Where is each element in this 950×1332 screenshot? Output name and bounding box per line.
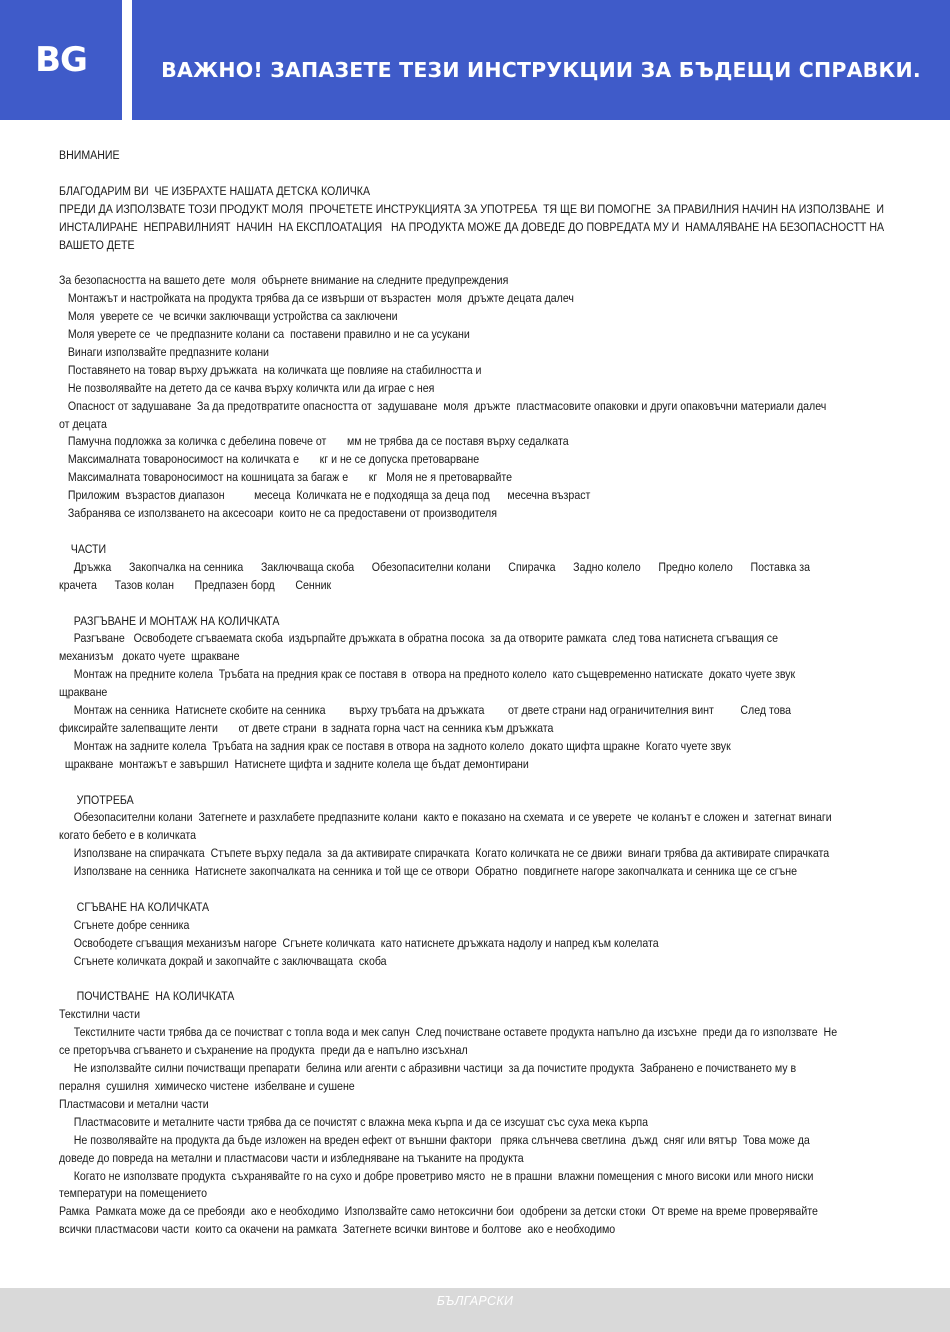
text-line: СГЪВАНЕ НА КОЛИЧКАТА bbox=[59, 899, 210, 914]
text-line: Рамка Рамката може да се пребояди ако е необходимо Използвайте само нетоксични бои одобрени за детски стоки От време на време проверявайте bbox=[59, 1204, 818, 1219]
text-line: Обезопасителни колани Затегнете и разхлабете предпазните колани както е показано на схемата и се уверете че коланът е сложен и затегнат винаги bbox=[59, 810, 832, 825]
text-line: Приложим възрастов диапазон месеца Количката не е подходяща за деца под месечна възраст bbox=[59, 488, 591, 503]
text-line: Текстилните части трябва да се почистват с топла вода и мек сапун След почистване оставете продукта напълно да изсъхне преди да го използвате Не bbox=[59, 1025, 838, 1040]
text-line: Не позволявайте на детето да се качва върху количкта или да играе с нея bbox=[59, 380, 435, 395]
text-line: Монтаж на сенника Натиснете скобите на сенника върху тръбата на дръжката от двете страни над ограничителния винт След това bbox=[59, 703, 792, 718]
text-line: ВНИМАНИЕ bbox=[59, 148, 120, 162]
text-line: Текстилни части bbox=[59, 1007, 141, 1022]
text-line: Монтаж на предните колела Тръбата на предния крак се поставя в отвора на предното колело като същевременно натискате докато чуете звук bbox=[59, 667, 796, 682]
text-line: Максималната товароносимост на количката е кг и не се допуска претоварване bbox=[59, 452, 480, 467]
text-line: когато бебето е в количката bbox=[59, 828, 196, 843]
text-line: Опасност от задушаване За да предотвратите опасността от задушаване моля дръжте пластмасовите опаковки и други опаковъчни материали далеч bbox=[59, 398, 827, 413]
blank-line bbox=[59, 165, 890, 183]
text-line: Моля уверете се че всички заключващи устройства са заключени bbox=[59, 309, 398, 324]
text-line: ИНСТАЛИРАНЕ НЕПРАВИЛНИЯТ НАЧИН НА ЕКСПЛОАТАЦИЯ НА ПРОДУКТА МОЖЕ ДА ДОВЕДЕ ДО ПОВРЕДАТА МУ И НАМАЛЯВАНЕ НА БЕЗОПАСНОСТТ НА bbox=[59, 219, 885, 234]
header-divider bbox=[122, 0, 132, 120]
footer-language-label: БЪЛГАРСКИ bbox=[436, 1294, 514, 1308]
text-line: Сгънете количката докрай и закопчайте с заключващата скоба bbox=[59, 953, 387, 968]
text-line: се преторъчва сгъването и съхранение на продукта преди да е напълно изсъхнал bbox=[59, 1043, 468, 1058]
text-line: Поставянето на товар върху дръжката на количката ще повлияе на стабилността и bbox=[59, 362, 482, 377]
text-line: от децата bbox=[59, 416, 107, 431]
text-line: РАЗГЪВАНЕ И МОНТАЖ НА КОЛИЧКАТА bbox=[59, 613, 280, 628]
blank-line bbox=[59, 971, 890, 989]
text-line: Не използвайте силни почистващи препарати белина или агенти с абразивни частици за да почистите продукта Забранено е почистването му в bbox=[59, 1061, 797, 1076]
instructions-body bbox=[59, 147, 890, 1239]
language-code: BG bbox=[35, 40, 87, 80]
text-line: Пластмасови и метални части bbox=[59, 1096, 209, 1111]
text-line: Пластмасовите и металните части трябва да се почистят с влажна мека кърпа и да се изсушат със суха мека кърпа bbox=[59, 1114, 649, 1129]
blank-line bbox=[59, 881, 890, 899]
text-line: За безопасността на вашето дете моля обърнете внимание на следните предупреждения bbox=[59, 273, 509, 288]
text-line: Памучна подложка за количка с дебелина повече от мм не трябва да се поставя върху седалката bbox=[59, 434, 569, 449]
text-line: ВАШЕТО ДЕТЕ bbox=[59, 237, 135, 252]
text-line: УПОТРЕБА bbox=[59, 792, 134, 807]
text-line: ПОЧИСТВАНЕ НА КОЛИЧКАТА bbox=[59, 989, 235, 1004]
blank-line bbox=[59, 254, 890, 272]
text-line: БЛАГОДАРИМ ВИ ЧЕ ИЗБРАХТЕ НАШАТА ДЕТСКА КОЛИЧКА bbox=[59, 183, 371, 198]
page-footer bbox=[0, 1288, 950, 1332]
blank-line bbox=[59, 595, 890, 613]
text-line: Разгъване Освободете сгъваемата скоба издърпайте дръжката в обратна посока за да отворите рамката след това натиснета сгъващия се bbox=[59, 631, 778, 646]
text-line: всички пластмасови части които са окачени на рамката Затегнете всички винтове и болтове ако е необходимо bbox=[59, 1222, 616, 1237]
page-title: ВАЖНО! ЗАПАЗЕТЕ ТЕЗИ ИНСТРУКЦИИ ЗА БЪДЕЩИ СПРАВКИ. bbox=[161, 58, 921, 82]
text-line: Максималната товароносимост на кошницата за багаж е кг Моля не я претоварвайте bbox=[59, 470, 513, 485]
text-line: фиксирайте залепващите ленти от двете страни в задната горна част на сенника към дръжката bbox=[59, 720, 554, 735]
text-line: Когато не използвате продукта съхранявайте го на сухо и добре проветриво място не в прашни влажни помещения с много високи или много ниски bbox=[59, 1168, 814, 1183]
blank-line bbox=[59, 774, 890, 792]
text-line: доведе до повреда на метални и пластмасови части и избледняване на тъканите на продукта bbox=[59, 1150, 524, 1165]
text-line: Използване на сенника Натиснете закопчалката на сенника и той ще се отвори Обратно повдигнете нагоре закопчалката и сенника ще се сгъне bbox=[59, 864, 798, 879]
text-line: ПРЕДИ ДА ИЗПОЛЗВАТЕ ТОЗИ ПРОДУКТ МОЛЯ ПРОЧЕТЕТЕ ИНСТРУКЦИЯТА ЗА УПОТРЕБА ТЯ ЩЕ ВИ ПОМОГНЕ ЗА ПРАВИЛНИЯ НАЧИН НА ИЗПОЛЗВАНЕ И bbox=[59, 201, 884, 216]
text-line: Дръжка Закопчалка на сенника Заключваща скоба Обезопасителни колани Спирачка Задно колело Предно колело Поставка за bbox=[59, 559, 811, 574]
text-line: температури на помещението bbox=[59, 1186, 208, 1201]
text-line: Сгънете добре сенника bbox=[59, 917, 190, 932]
text-line: ЧАСТИ bbox=[59, 541, 107, 556]
text-line: Забранява се използването на аксесоари които не са предоставени от производителя bbox=[59, 506, 497, 521]
text-line: Винаги използвайте предпазните колани bbox=[59, 344, 269, 359]
text-line: Монтажът и настройката на продукта трябва да се извърши от възрастен моля дръжте децата далеч bbox=[59, 291, 574, 306]
text-line: пералня сушилня химическо чистене избелване и сушене bbox=[59, 1079, 355, 1094]
text-line: Моля уверете се че предпазните колани са поставени правилно и не са усукани bbox=[59, 327, 470, 342]
text-line: Освободете сгъващия механизъм нагоре Сгънете количката като натиснете дръжката надолу и напред към колелата bbox=[59, 935, 659, 950]
text-line: щракване bbox=[59, 685, 108, 700]
page-header bbox=[0, 0, 950, 120]
text-line: крачета Тазов колан Предпазен борд Сенник bbox=[59, 577, 332, 592]
blank-line bbox=[59, 523, 890, 541]
text-line: Използване на спирачката Стъпете върху педала за да активирате спирачката Когато количката не се движи винаги трябва да активирате спирачката bbox=[59, 846, 830, 861]
text-line: механизъм докато чуете щракване bbox=[59, 649, 240, 664]
text-line: щракване монтажът е завършил Натиснете щифта и задните колела ще бъдат демонтирани bbox=[59, 756, 529, 771]
text-line: Не позволявайте на продукта да бъде изложен на вреден ефект от външни фактори пряка слънчева светлина дъжд сняг или вятър Това може да bbox=[59, 1132, 810, 1147]
text-line: Монтаж на задните колела Тръбата на задния крак се поставя в отвора на задното колело докато щифта щракне Когато чуете звук bbox=[59, 738, 731, 753]
